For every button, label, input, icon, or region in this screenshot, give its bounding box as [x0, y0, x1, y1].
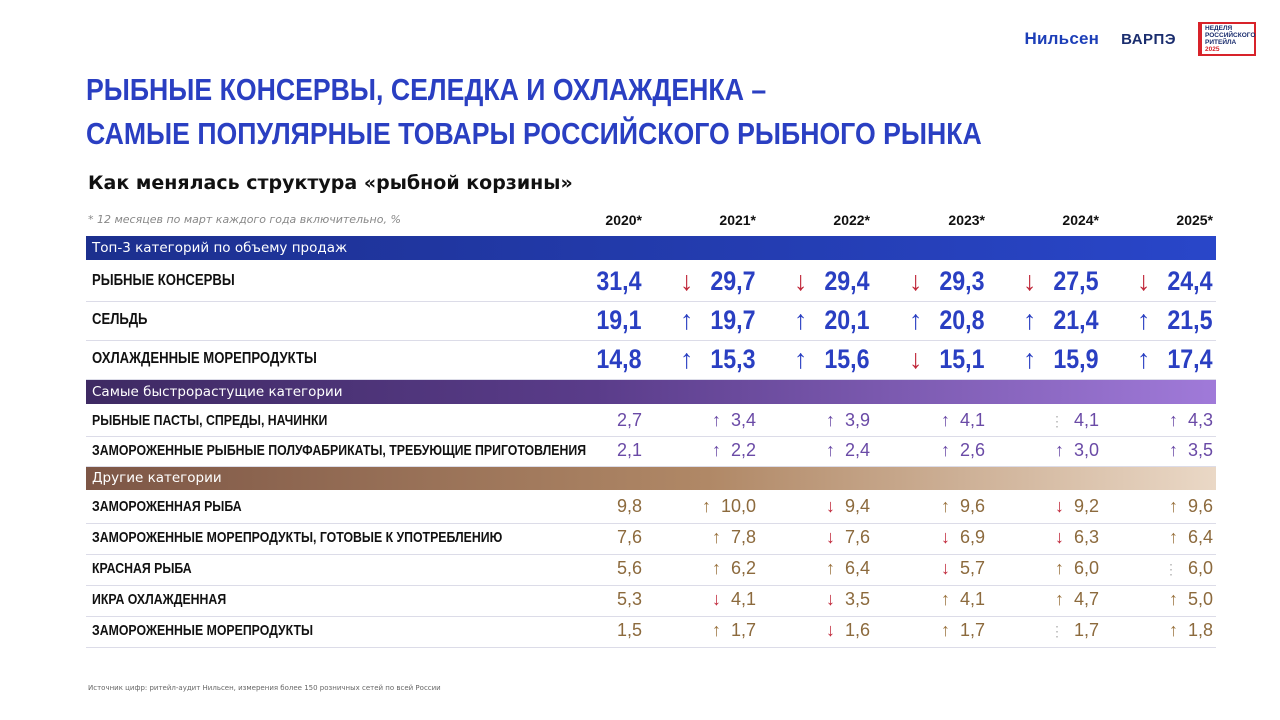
- value-cell: [1103, 527, 1213, 548]
- source-note: Источник цифр: ритейл-аудит Нильсен, измерения более 150 розничных сетей по всей России: [88, 684, 441, 692]
- value-cell: [532, 305, 642, 336]
- year-header: 2024*: [1062, 212, 1099, 228]
- arrow-up-icon: ↑: [1054, 589, 1064, 609]
- year-header: 2023*: [948, 212, 985, 228]
- value-text: 1,7: [730, 620, 756, 640]
- value-cell: [532, 527, 642, 548]
- arrow-down-icon: ↓: [679, 266, 694, 296]
- year-headers: [0, 212, 1280, 232]
- table-row: [86, 340, 1216, 380]
- value-text: 2,2: [730, 440, 756, 460]
- value-cell: [1103, 305, 1213, 336]
- value-cell: [760, 496, 870, 517]
- arrow-up-icon: ↑: [1168, 440, 1178, 460]
- arrow-down-icon: ↓: [940, 527, 950, 547]
- arrow-up-icon: ↑: [793, 305, 808, 335]
- value-cell: [760, 558, 870, 579]
- row-label: СЕЛЬДЬ: [92, 311, 148, 328]
- row-label: КРАСНАЯ РЫБА: [92, 560, 192, 577]
- year-header: 2025*: [1176, 212, 1213, 228]
- arrow-up-icon: ↑: [1054, 558, 1064, 578]
- value-cell: [989, 620, 1099, 641]
- value-text: 6,9: [959, 527, 985, 547]
- nielsen-logo: Нильсен: [1024, 29, 1100, 48]
- value-cell: [989, 558, 1099, 579]
- value-cell: [875, 305, 985, 336]
- arrow-up-icon: ↑: [1054, 440, 1064, 460]
- table-row: [86, 616, 1216, 648]
- value-cell: [875, 496, 985, 517]
- arrow-up-icon: ↑: [940, 589, 950, 609]
- arrow-down-icon: ↓: [1022, 266, 1037, 296]
- value-cell: [532, 344, 642, 375]
- value-cell: [989, 589, 1099, 610]
- value-cell: [646, 305, 756, 336]
- value-cell: [1103, 589, 1213, 610]
- value-text: 21,4: [1053, 305, 1099, 335]
- value-cell: [646, 620, 756, 641]
- table-row: [86, 436, 1216, 467]
- arrow-down-icon: ↓: [940, 558, 950, 578]
- arrow-up-icon: ↑: [711, 620, 721, 640]
- value-cell: [532, 620, 642, 641]
- value-cell: [989, 305, 1099, 336]
- value-cell: [646, 558, 756, 579]
- value-text: 3,4: [730, 410, 756, 430]
- value-cell: [1103, 344, 1213, 375]
- value-text: 31,4: [596, 266, 642, 296]
- value-text: 6,4: [1187, 527, 1213, 547]
- value-cell: [646, 496, 756, 517]
- value-text: 21,5: [1167, 305, 1213, 335]
- value-text: 9,6: [959, 496, 985, 516]
- row-label: ЗАМОРОЖЕННАЯ РЫБА: [92, 498, 242, 515]
- arrow-down-icon: ↓: [908, 266, 923, 296]
- value-text: 2,7: [616, 410, 642, 430]
- arrow-up-icon: ↑: [825, 558, 835, 578]
- value-text: 6,4: [844, 558, 870, 578]
- value-text: 14,8: [596, 344, 642, 374]
- value-cell: [532, 496, 642, 517]
- row-label: РЫБНЫЕ ПАСТЫ, СПРЕДЫ, НАЧИНКИ: [92, 412, 328, 429]
- value-text: 5,0: [1187, 589, 1213, 609]
- value-text: 7,8: [730, 527, 756, 547]
- arrow-up-icon: ↑: [1168, 620, 1178, 640]
- arrow-up-icon: ↑: [711, 410, 721, 430]
- value-text: 9,2: [1073, 496, 1099, 516]
- value-text: 4,3: [1187, 410, 1213, 430]
- value-cell: [989, 527, 1099, 548]
- footnote: * 12 месяцев по март каждого года включительно, %: [88, 213, 401, 226]
- value-text: 29,3: [939, 266, 985, 296]
- value-text: 24,4: [1167, 266, 1213, 296]
- arrow-down-icon: ↓: [1136, 266, 1151, 296]
- year-header: 2021*: [719, 212, 756, 228]
- value-cell: [646, 344, 756, 375]
- value-cell: [760, 440, 870, 461]
- value-cell: [989, 344, 1099, 375]
- table-row: [86, 523, 1216, 555]
- arrow-down-icon: ↓: [825, 496, 835, 516]
- value-cell: [760, 344, 870, 375]
- value-text: 1,6: [844, 620, 870, 640]
- value-text: 4,1: [1073, 410, 1099, 430]
- arrow-down-icon: ↓: [1054, 496, 1064, 516]
- value-cell: [875, 344, 985, 375]
- value-cell: [646, 410, 756, 431]
- value-cell: [875, 266, 985, 297]
- dotted-line-icon: ⋮: [1163, 561, 1178, 577]
- dotted-line-icon: ⋮: [1049, 623, 1064, 639]
- arrow-down-icon: ↓: [793, 266, 808, 296]
- row-label: ЗАМОРОЖЕННЫЕ РЫБНЫЕ ПОЛУФАБРИКАТЫ, ТРЕБУЮЩИЕ ПРИГОТОВЛЕНИЯ: [92, 442, 587, 459]
- arrow-up-icon: ↑: [679, 344, 694, 374]
- year-header: 2020*: [605, 212, 642, 228]
- arrow-up-icon: ↑: [1022, 344, 1037, 374]
- value-cell: [646, 440, 756, 461]
- row-label: ЗАМОРОЖЕННЫЕ МОРЕПРОДУКТЫ, ГОТОВЫЕ К УПОТРЕБЛЕНИЮ: [92, 529, 503, 546]
- value-text: 20,1: [824, 305, 870, 335]
- value-cell: [1103, 496, 1213, 517]
- row-label: ЗАМОРОЖЕННЫЕ МОРЕПРОДУКТЫ: [92, 622, 314, 639]
- logos: [1025, 22, 1256, 56]
- arrow-up-icon: ↑: [940, 410, 950, 430]
- value-text: 1,8: [1187, 620, 1213, 640]
- row-label: РЫБНЫЕ КОНСЕРВЫ: [92, 272, 235, 289]
- value-text: 15,1: [939, 344, 985, 374]
- table-row: [86, 554, 1216, 586]
- value-cell: [532, 440, 642, 461]
- value-text: 1,7: [1073, 620, 1099, 640]
- value-cell: [875, 527, 985, 548]
- arrow-up-icon: ↑: [908, 305, 923, 335]
- value-cell: [989, 440, 1099, 461]
- arrow-up-icon: ↑: [825, 440, 835, 460]
- arrow-up-icon: ↑: [1022, 305, 1037, 335]
- value-cell: [760, 305, 870, 336]
- value-text: 6,2: [730, 558, 756, 578]
- value-cell: [760, 410, 870, 431]
- value-text: 3,0: [1073, 440, 1099, 460]
- value-text: 6,0: [1187, 558, 1213, 578]
- value-cell: [989, 410, 1099, 431]
- arrow-down-icon: ↓: [908, 344, 923, 374]
- value-text: 9,4: [844, 496, 870, 516]
- arrow-up-icon: ↑: [793, 344, 808, 374]
- arrow-up-icon: ↑: [711, 440, 721, 460]
- title-line-2: САМЫЕ ПОПУЛЯРНЫЕ ТОВАРЫ РОССИЙСКОГО РЫБНОГО РЫНКА: [86, 116, 982, 151]
- value-text: 3,9: [844, 410, 870, 430]
- value-text: 20,8: [939, 305, 985, 335]
- value-text: 9,6: [1187, 496, 1213, 516]
- value-text: 3,5: [844, 589, 870, 609]
- title-line-1: РЫБНЫЕ КОНСЕРВЫ, СЕЛЕДКА И ОХЛАЖДЕНКА –: [86, 72, 767, 107]
- value-cell: [760, 620, 870, 641]
- value-text: 6,3: [1073, 527, 1099, 547]
- arrow-up-icon: ↑: [1136, 344, 1151, 374]
- value-text: 17,4: [1167, 344, 1213, 374]
- value-cell: [646, 527, 756, 548]
- value-text: 3,5: [1187, 440, 1213, 460]
- value-cell: [532, 266, 642, 297]
- arrow-up-icon: ↑: [1168, 589, 1178, 609]
- arrow-down-icon: ↓: [825, 589, 835, 609]
- chart-title: Как менялась структура «рыбной корзины»: [88, 172, 573, 194]
- arrow-up-icon: ↑: [1168, 410, 1178, 430]
- value-text: 6,0: [1073, 558, 1099, 578]
- value-text: 4,1: [959, 589, 985, 609]
- value-text: 2,6: [959, 440, 985, 460]
- arrow-up-icon: ↑: [701, 496, 711, 516]
- table-row: [86, 301, 1216, 341]
- value-text: 4,1: [959, 410, 985, 430]
- value-cell: [1103, 440, 1213, 461]
- value-text: 27,5: [1053, 266, 1099, 296]
- arrow-down-icon: ↓: [825, 620, 835, 640]
- value-text: 15,9: [1053, 344, 1099, 374]
- value-text: 15,6: [824, 344, 870, 374]
- arrow-down-icon: ↓: [825, 527, 835, 547]
- table-row: [86, 585, 1216, 617]
- value-cell: [989, 266, 1099, 297]
- arrow-up-icon: ↑: [711, 558, 721, 578]
- arrow-up-icon: ↑: [679, 305, 694, 335]
- table-row: [86, 492, 1216, 524]
- value-cell: [875, 558, 985, 579]
- value-text: 5,3: [616, 589, 642, 609]
- value-cell: [989, 496, 1099, 517]
- value-cell: [646, 589, 756, 610]
- value-cell: [1103, 558, 1213, 579]
- page-title: [86, 68, 986, 156]
- arrow-up-icon: ↑: [940, 496, 950, 516]
- table-row: [86, 406, 1216, 437]
- value-text: 9,8: [616, 496, 642, 516]
- value-cell: [875, 620, 985, 641]
- arrow-up-icon: ↑: [1136, 305, 1151, 335]
- section-header-other: Другие категории: [86, 466, 1216, 490]
- table-row: [86, 262, 1216, 302]
- value-text: 29,4: [824, 266, 870, 296]
- value-text: 19,7: [710, 305, 756, 335]
- arrow-up-icon: ↑: [940, 440, 950, 460]
- arrow-up-icon: ↑: [711, 527, 721, 547]
- arrow-up-icon: ↑: [825, 410, 835, 430]
- varpe-logo: ВАРПЭ: [1121, 30, 1176, 48]
- arrow-down-icon: ↓: [711, 589, 721, 609]
- value-text: 15,3: [710, 344, 756, 374]
- value-text: 2,1: [616, 440, 642, 460]
- value-cell: [875, 589, 985, 610]
- value-cell: [760, 266, 870, 297]
- value-cell: [760, 527, 870, 548]
- arrow-up-icon: ↑: [940, 620, 950, 640]
- value-text: 29,7: [710, 266, 756, 296]
- value-text: 7,6: [616, 527, 642, 547]
- value-text: 4,1: [730, 589, 756, 609]
- value-cell: [1103, 266, 1213, 297]
- value-text: 7,6: [844, 527, 870, 547]
- value-text: 19,1: [596, 305, 642, 335]
- arrow-up-icon: ↑: [1168, 496, 1178, 516]
- value-cell: [760, 589, 870, 610]
- value-cell: [875, 440, 985, 461]
- value-cell: [532, 589, 642, 610]
- row-label: ОХЛАЖДЕННЫЕ МОРЕПРОДУКТЫ: [92, 350, 317, 367]
- arrow-up-icon: ↑: [1168, 527, 1178, 547]
- value-cell: [875, 410, 985, 431]
- value-text: 2,4: [844, 440, 870, 460]
- arrow-down-icon: ↓: [1054, 527, 1064, 547]
- value-text: 10,0: [720, 496, 756, 516]
- value-cell: [532, 410, 642, 431]
- value-text: 4,7: [1073, 589, 1099, 609]
- value-cell: [1103, 410, 1213, 431]
- section-header-top: Топ-3 категорий по объему продаж: [86, 236, 1216, 260]
- year-header: 2022*: [833, 212, 870, 228]
- dotted-line-icon: ⋮: [1049, 413, 1064, 429]
- value-cell: [646, 266, 756, 297]
- value-text: 1,7: [959, 620, 985, 640]
- row-label: ИКРА ОХЛАЖДЕННАЯ: [92, 591, 227, 608]
- value-text: 5,6: [616, 558, 642, 578]
- section-header-fast: Самые быстрорастущие категории: [86, 380, 1216, 404]
- value-cell: [532, 558, 642, 579]
- value-cell: [1103, 620, 1213, 641]
- retail-week-logo: НЕДЕЛЯ РОССИЙСКОГО РИТЕЙЛА 2025: [1198, 22, 1256, 56]
- value-text: 5,7: [959, 558, 985, 578]
- value-text: 1,5: [616, 620, 642, 640]
